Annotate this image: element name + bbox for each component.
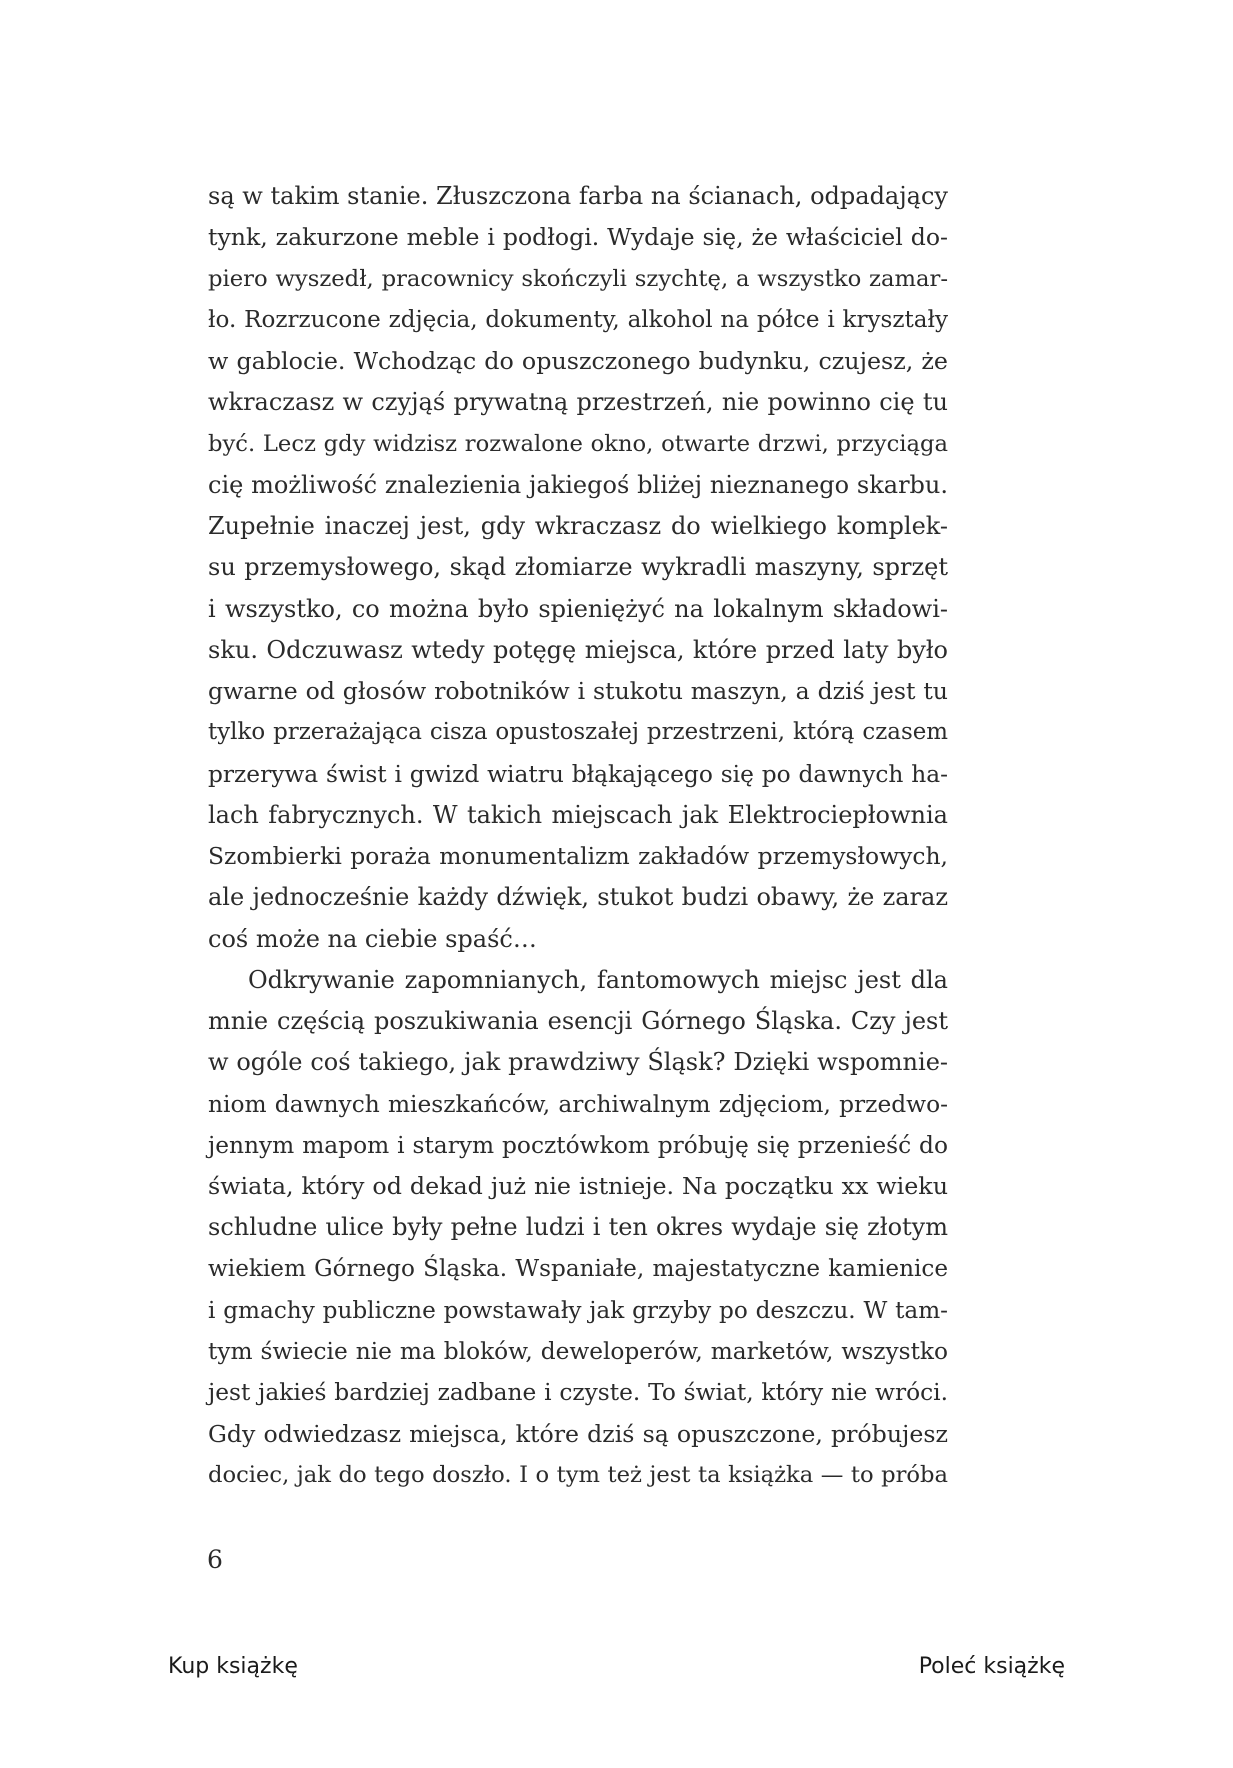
text-line: Szombierki poraża monumentalizm zakładów przemysłowych, <box>208 842 948 870</box>
text-line: tym świecie nie ma bloków, deweloperów, marketów, wszystko <box>208 1338 948 1365</box>
text-line: w ogóle coś takiego, jak prawdziwy Śląsk? Dzięki wspomnie- <box>208 1048 948 1077</box>
text-line: schludne ulice były pełne ludzi i ten okres wydaje się złotym <box>208 1213 948 1242</box>
text-line: lach fabrycznych. W takich miejscach jak Elektrociepłownia <box>208 800 948 829</box>
text-line: są w takim stanie. Złuszczona farba na ścianach, odpadający <box>208 182 948 210</box>
text-line: sku. Odczuwasz wtedy potęgę miejsca, które przed laty było <box>208 635 948 664</box>
text-line: gwarne od głosów robotników i stukotu maszyn, a dziś jest tu <box>208 677 948 705</box>
text-line: przerywa świst i gwizd wiatru błąkającego się po dawnych ha- <box>208 760 948 788</box>
text-line: cię możliwość znalezienia jakiegoś bliżej nieznanego skarbu. <box>208 470 948 499</box>
text-line: su przemysłowego, skąd złomiarze wykradli maszyny, sprzęt <box>208 553 948 582</box>
text-line: Gdy odwiedzasz miejsca, które dziś są opuszczone, próbujesz <box>208 1419 948 1448</box>
text-line: niom dawnych mieszkańców, archiwalnym zdjęciom, przedwo- <box>208 1090 948 1118</box>
text-line: piero wyszedł, pracownicy skończyli szychtę, a wszystko zamar- <box>208 265 948 292</box>
text-line: Odkrywanie zapomnianych, fantomowych miejsc jest dla <box>248 965 948 994</box>
text-line: jennym mapom i starym pocztówkom próbuję się przenieść do <box>208 1131 948 1159</box>
text-line: ale jednocześnie każdy dźwięk, stukot budzi obawy, że zaraz <box>208 883 948 912</box>
text-line: i wszystko, co można było spieniężyć na lokalnym składowi- <box>208 594 948 623</box>
text-line: świata, który od dekad już nie istnieje. Na początku xx wieku <box>208 1172 948 1200</box>
body-text <box>208 176 948 1496</box>
text-line: wiekiem Górnego Śląska. Wspaniałe, majestatyczne kamienice <box>208 1255 948 1282</box>
text-line: dociec, jak do tego doszło. I o tym też jest ta książka — to próba <box>208 1461 948 1488</box>
text-line: mnie częścią poszukiwania esencji Górnego Śląska. Czy jest <box>208 1007 948 1035</box>
buy-book-link[interactable]: Kup książkę <box>168 1654 298 1679</box>
recommend-book-link[interactable]: Poleć książkę <box>918 1654 1065 1679</box>
text-line: i gmachy publiczne powstawały jak grzyby po deszczu. W tam- <box>208 1296 948 1324</box>
text-line: jest jakieś bardziej zadbane i czyste. To świat, który nie wróci. <box>208 1379 948 1407</box>
text-line: być. Lecz gdy widzisz rozwalone okno, otwarte drzwi, przyciąga <box>208 430 948 457</box>
text-line: tynk, zakurzone meble i podłogi. Wydaje się, że właściciel do- <box>208 223 948 252</box>
text-line: ło. Rozrzucone zdjęcia, dokumenty, alkohol na półce i kryształy <box>208 306 948 333</box>
text-line: w gablocie. Wchodząc do opuszczonego budynku, czujesz, że <box>208 347 948 375</box>
text-line: Zupełnie inaczej jest, gdy wkraczasz do wielkiego komplek- <box>208 512 948 540</box>
text-line: tylko przerażająca cisza opustoszałej przestrzeni, którą czasem <box>208 719 948 746</box>
page-number: 6 <box>207 1545 223 1574</box>
text-line: wkraczasz w czyjąś prywatną przestrzeń, nie powinno cię tu <box>208 388 948 417</box>
text-line: coś może na ciebie spaść… <box>208 924 537 953</box>
